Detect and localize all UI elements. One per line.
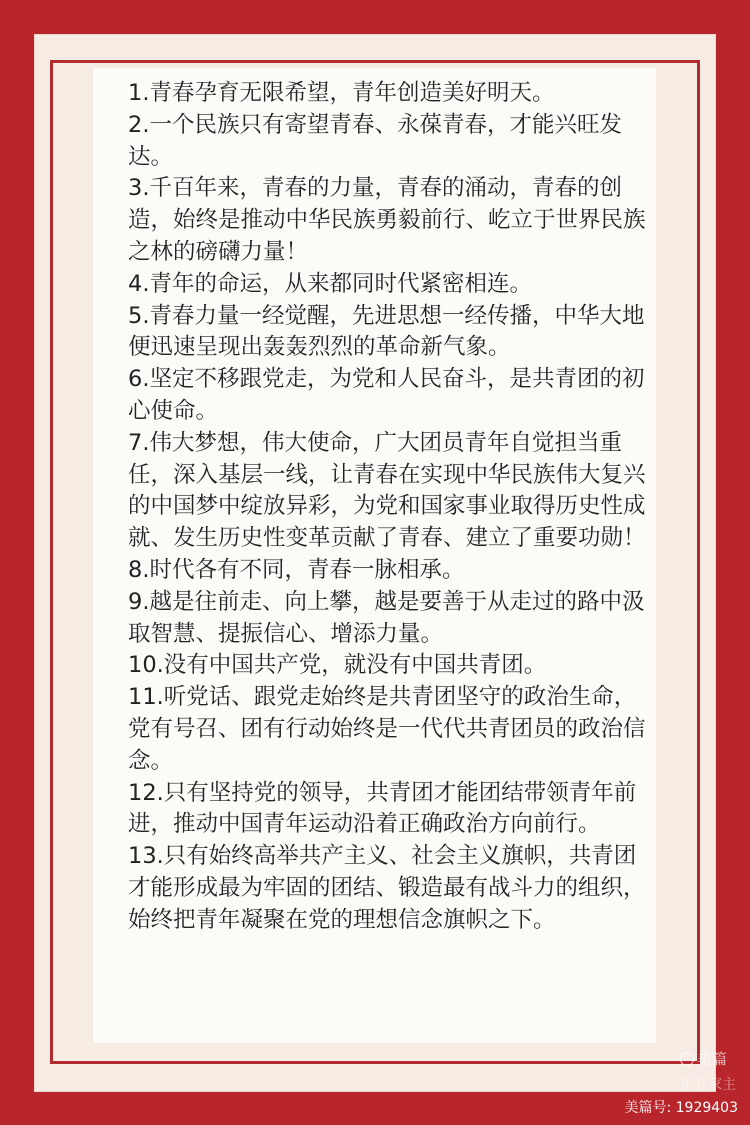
quote-item-6: 6.坚定不移跟党走，为党和人民奋斗，是共青团的初心使命。 [128,366,645,424]
watermark-user: 东方家主 [680,1077,736,1093]
quote-item-11: 11.听党话、跟党走始终是共青团坚守的政治生命，党有号召、团有行动始终是一代代共青团员的政治信念。 [128,684,646,774]
quote-item-10: 10.没有中国共产党，就没有中国共青团。 [128,652,547,679]
quote-item-12: 12.只有坚持党的领导，共青团才能团结带领青年前进，推动中国青年运动沿着正确政治方向前行。 [128,779,637,838]
quote-item-5: 5.青春力量一经觉醒，先进思想一经传播，中华大地便迅速呈现出轰轰烈烈的革命新气象。 [128,302,645,361]
quote-item-7: 7.伟大梦想，伟大使命，广大团员青年自觉担当重任，深入基层一线，让青春在实现中华民族伟大复兴的中国梦中绽放异彩，为党和国家事业取得历史性成就、发生历史性变革贡献了青春、建立了重要功勋！ [128,429,646,552]
watermark-brand-text: 美篇 [697,1050,728,1068]
quote-item-8: 8.时代各有不同，青春一脉相承。 [128,556,465,583]
quote-item-9: 9.越是往前走、向上攀，越是要善于从走过的路中汲取智慧、提振信心、增添力量。 [128,588,645,647]
quote-item-13: 13.只有始终高举共产主义、社会主义旗帜，共青团才能形成最为牢固的团结、锻造最有战斗力的组织，始终把青年凝聚在党的理想信念旗帜之下。 [128,843,646,933]
meipian-logo-icon [680,1052,694,1066]
watermark-brand [680,1050,727,1068]
quote-item-3: 3.千百年来，青春的力量，青春的涌动，青春的创造，始终是推动中华民族勇毅前行、屹立于世界民族之林的磅礴力量！ [128,175,646,265]
watermark-id: 美篇号: 1929403 [624,1100,738,1116]
quote-item-2: 2.一个民族只有寄望青春、永葆青春，才能兴旺发达。 [128,111,622,170]
quote-item-1: 1.青春孕育无限希望，青年创造美好明天。 [128,80,555,106]
quote-list [128,78,648,937]
quote-item-4: 4.青年的命运，从来都同时代紧密相连。 [128,270,532,297]
